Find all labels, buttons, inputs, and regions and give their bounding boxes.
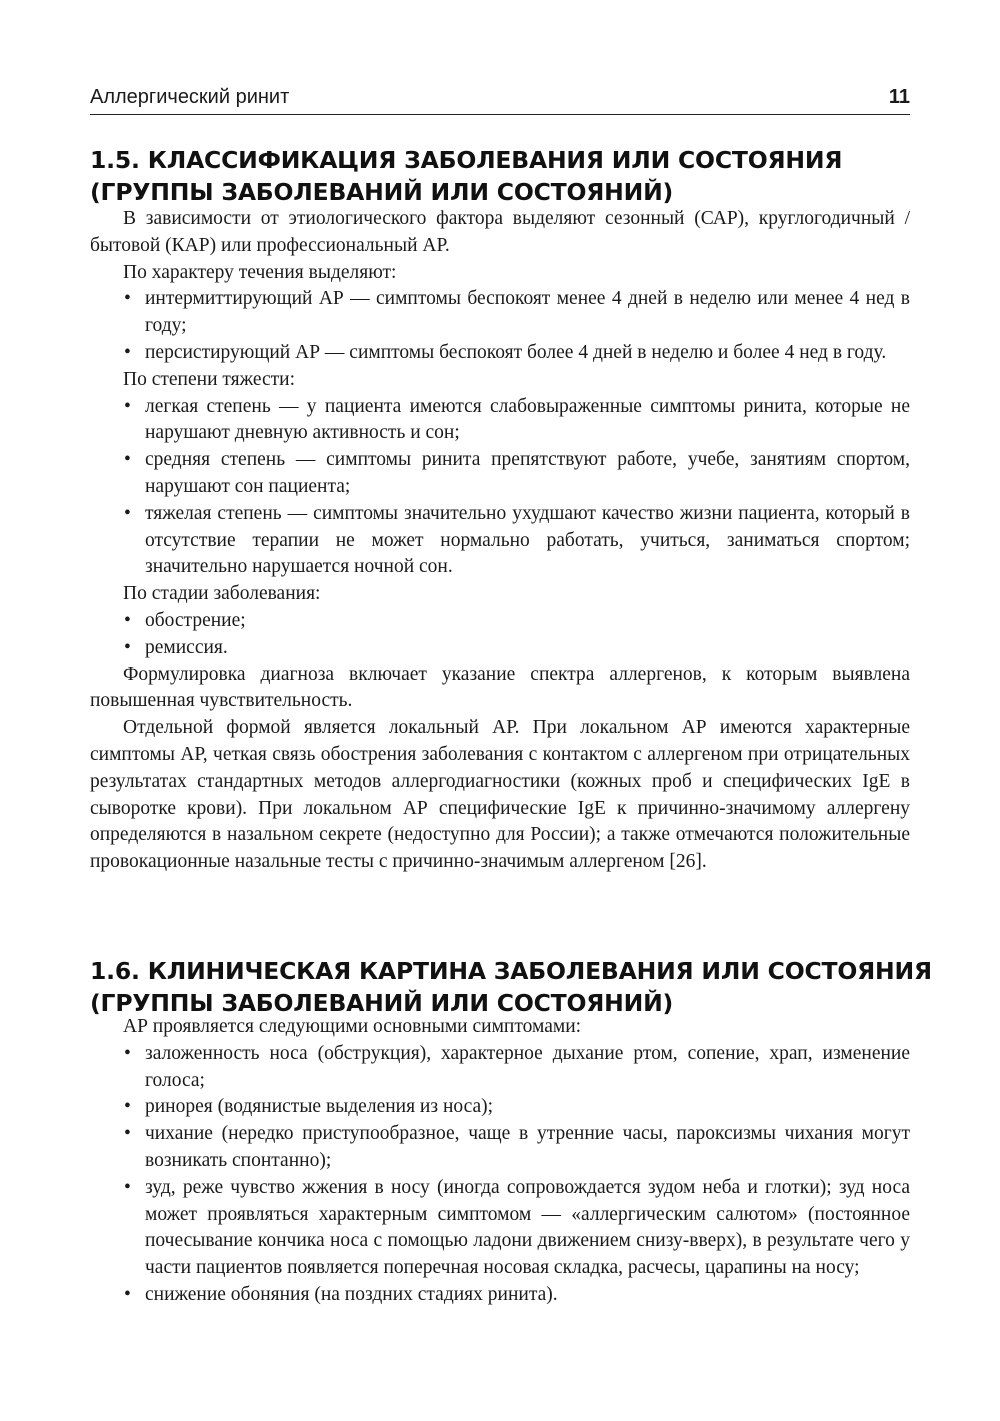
page-number: 11 <box>888 86 910 108</box>
list-item: • интермиттирующий АР — симптомы беспокоят менее 4 дней в неделю или менее 4 нед в году; <box>124 288 910 337</box>
diagnosis-paragraph: Формулировка диагноза включает указание спектра аллергенов, к которым выявлена повышенная чувствительность. <box>90 663 910 712</box>
section-1-6-heading-line-1: 1.6. КЛИНИЧЕСКАЯ КАРТИНА ЗАБОЛЕВАНИЯ ИЛИ СОСТОЯНИЯ <box>90 957 932 985</box>
local-ar-paragraph: Отдельной формой является локальный АР. При локальном АР имеются характерные симптомы АР, четкая связь обострения заболевания с контактом с аллергеном при отрицательных результатах стандартных методов аллергодиагностики (кожных проб и специфических IgE в сыворотке крови). При локальном АР специфические IgE к причинно-значимому аллергену определяются в назальном секрете (недоступно для России); а также отмечаются положительные провокационные назальные тесты с причинно-значимым аллергеном [26]. <box>90 717 910 873</box>
stage-label: По стадии заболевания: <box>123 583 321 605</box>
section-1-6-heading-line-2: (ГРУППЫ ЗАБОЛЕВАНИЙ ИЛИ СОСТОЯНИЙ) <box>90 989 674 1017</box>
course-label: По характеру течения выделяют: <box>123 261 397 283</box>
section-1-5-body <box>90 206 910 876</box>
list-item: • тяжелая степень — симптомы значительно ухудшают качество жизни пациента, который в отсутствие терапии не может нормально работать, учиться, заниматься спортом; значительно нарушается ночной сон. <box>124 502 910 578</box>
severity-list <box>90 394 910 582</box>
etiology-paragraph: В зависимости от этиологического фактора выделяют сезонный (САР), круглогодичный / бытовой (КАР) или профессиональный АР. <box>90 208 910 256</box>
list-item: • чихание (нередко приступообразное, чаще в утренние часы, пароксизмы чихания могут возникать спонтанно); <box>124 1123 910 1171</box>
list-item: • легкая степень — у пациента имеются слабовыраженные симптомы ринита, которые не нарушают дневную активность и сон; <box>124 395 910 444</box>
list-item: • зуд, реже чувство жжения в носу (иногда сопровождается зудом неба и глотки); зуд носа может проявляться характерным симптомом — «аллергическим салютом» (постоянное почесывание кончика носа с помощью ладони движением снизу-вверх), в результате чего у части пациентов появляется поперечная носовая складка, расчесы, царапины на носу; <box>124 1176 910 1279</box>
list-item: • обострение; <box>124 609 246 631</box>
section-1-5-heading <box>90 144 910 208</box>
list-item: • персистирующий АР — симптомы беспокоят более 4 дней в неделю и более 4 нед в году. <box>124 341 887 363</box>
section-1-6-body <box>90 1014 910 1309</box>
list-item: • средняя степень — симптомы ринита препятствуют работе, учебе, занятиям спортом, нарушают сон пациента; <box>124 449 910 497</box>
section-1-5-heading-line-1: 1.5. КЛАССИФИКАЦИЯ ЗАБОЛЕВАНИЯ ИЛИ СОСТОЯНИЯ <box>90 146 843 174</box>
list-item: • снижение обоняния (на поздних стадиях ринита). <box>124 1283 558 1305</box>
section-1-5-heading-line-2: (ГРУППЫ ЗАБОЛЕВАНИЙ ИЛИ СОСТОЯНИЙ) <box>90 178 674 206</box>
running-title: Аллергический ринит <box>90 86 290 108</box>
running-header <box>90 86 910 115</box>
list-item: • ремиссия. <box>124 636 228 658</box>
course-list <box>90 286 910 366</box>
symptoms-intro: АР проявляется следующими основными симптомами: <box>123 1016 582 1037</box>
symptoms-list <box>90 1041 910 1309</box>
list-item: • заложенность носа (обструкция), характерное дыхание ртом, сопение, храп, изменение голоса; <box>124 1042 910 1091</box>
stage-list <box>90 608 910 662</box>
section-1-6-heading <box>90 955 932 1019</box>
list-item: • ринорея (водянистые выделения из носа); <box>124 1096 494 1118</box>
severity-label: По степени тяжести: <box>123 368 295 390</box>
